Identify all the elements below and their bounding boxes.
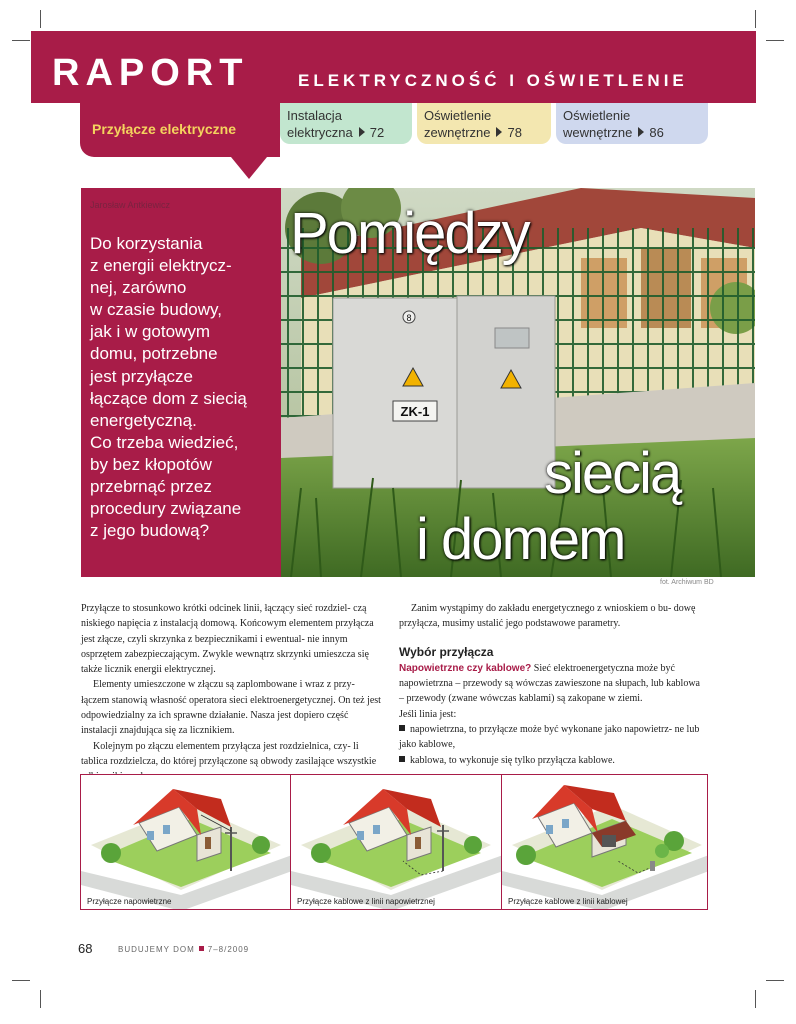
issue-number: 7–8/2009 xyxy=(207,945,250,954)
crop-mark xyxy=(766,980,784,981)
paragraph-text: Sieć elektroenergetyczna może być napowietrzna – przewody są wówczas zawieszone na słupach, lub kablowa – przewody (zwane wówczas kablami) są zakopane w ziemi. xyxy=(399,662,700,705)
triangle-right-icon xyxy=(496,127,502,137)
headline-line-3: i domem xyxy=(416,507,625,572)
lead-line: w czasie budowy, xyxy=(90,300,222,320)
illustration-cable-from-overhead xyxy=(290,774,502,910)
bullet-item xyxy=(399,753,704,768)
headline-line-2: siecią xyxy=(544,441,681,506)
nav-tab-line2: elektryczna xyxy=(287,125,353,140)
crop-mark xyxy=(40,990,41,1008)
lead-line: Co trzeba wiedzieć, xyxy=(90,432,239,452)
bullet-square-icon xyxy=(399,725,405,731)
lead-line: energetyczną. xyxy=(90,410,197,430)
illustration-cable-from-cable xyxy=(501,774,708,910)
crop-mark xyxy=(12,980,30,981)
house-illustration xyxy=(291,775,502,910)
bold-lead-in: Napowietrzne czy kablowe? xyxy=(399,662,532,674)
paragraph: Zanim wystąpimy do zakładu energetycznego z wnioskiem o bu- dowę przyłącza, musimy ustalić jego podstawowe parametry. xyxy=(399,603,696,630)
box-label: ZK-1 xyxy=(400,404,430,419)
illustration-caption: Przyłącze kablowe z linii napowietrznej xyxy=(297,897,435,906)
paragraph: Kolejnym po złączu elementem przyłącza jest rozdzielnica, czy- li tablica rozdzielcza, do której przyłączone są obwody zasilające wszystkie xyxy=(81,740,377,767)
page-number: 68 xyxy=(78,941,93,956)
illustration-overhead xyxy=(80,774,291,910)
nav-tab-oswietlenie-wewnetrzne[interactable] xyxy=(556,103,708,144)
crop-mark xyxy=(40,10,41,28)
illustration-caption: Przyłącze kablowe z linii kablowej xyxy=(508,897,628,906)
section-title: Przyłącze elektryczne xyxy=(92,121,236,137)
bullet-square-icon xyxy=(399,756,405,762)
paragraph: Przyłącze to stosunkowo krótki odcinek linii, łączący sieć rozdziel- czą niskiego napięcia z instalacją domową. Końcowym elementem przyłącza jest złącze, czyli skrzynka z bezpiecznikami i ewentual- nie innym osprzętem zabezpieczającym. Zwykle wewnątrz skrzynki umieszcza się także licznik energii elektrycznej. xyxy=(81,603,374,676)
house-illustration xyxy=(81,775,291,910)
paragraph xyxy=(399,661,704,707)
crop-mark xyxy=(755,10,756,28)
lead-line: by bez kłopotów xyxy=(90,454,212,474)
house-illustration xyxy=(502,775,708,910)
section-heading: Wybór przyłącza xyxy=(399,644,494,659)
lead-line: z jego budową? xyxy=(90,521,210,541)
magazine-footer xyxy=(118,945,249,954)
triangle-right-icon xyxy=(638,127,644,137)
nav-tab-line2: zewnętrzne xyxy=(424,125,491,140)
lead-line: łączące dom z siecią xyxy=(90,388,247,408)
lead-text xyxy=(90,233,275,542)
section-tab xyxy=(80,103,280,157)
nav-tab-oswietlenie-zewnetrzne[interactable] xyxy=(417,103,551,144)
lead-line: przebrnąć przez xyxy=(90,477,212,497)
lead-line: jest przyłącze xyxy=(90,366,193,386)
paragraph: Elementy umieszczone w złączu są zaplombowane i wraz z przy- łączem stanowią własność operatora sieci elektroenergetycznej. On też jest odpowiedzialny za ich sprawne działanie. Nasza jest dopiero część instalacji znajdująca się za licznikiem. xyxy=(81,679,381,737)
lead-line: z energii elektrycz- xyxy=(90,256,232,276)
headline-line-1: Pomiędzy xyxy=(290,201,529,266)
nav-tab-line1: Instalacja xyxy=(287,108,342,123)
photo-credit: fot. Archiwum BD xyxy=(660,579,714,586)
nav-tab-line1: Oświetlenie xyxy=(563,108,631,123)
section-tab-arrow xyxy=(231,157,267,179)
triangle-right-icon xyxy=(359,127,365,137)
author: Jarosław Antkiewicz xyxy=(90,200,171,210)
bullet-item xyxy=(399,722,704,753)
lead-line: Do korzystania xyxy=(90,234,203,253)
nav-tab-page: 78 xyxy=(507,125,522,140)
illustration-caption: Przyłącze napowietrzne xyxy=(87,897,172,906)
nav-tab-page: 72 xyxy=(369,125,385,140)
report-subtitle: ELEKTRYCZNOŚĆ I OŚWIETLENIE xyxy=(298,71,688,90)
report-title: RAPORT xyxy=(52,52,249,94)
nav-tab-line1: Oświetlenie xyxy=(424,108,492,123)
nav-tab-page: 86 xyxy=(649,125,664,140)
body-column-1 xyxy=(81,601,383,785)
nav-tab-instalacja[interactable] xyxy=(280,103,412,144)
nav-tab-line2: wewnętrzne xyxy=(563,125,633,140)
crop-mark xyxy=(766,40,784,41)
crop-mark xyxy=(12,40,30,41)
lead-line: jak i w gotowym xyxy=(90,322,210,342)
bullet-text: kablowa, to wykonuje się tylko przyłącza kablowe. xyxy=(410,754,615,766)
crop-mark xyxy=(755,990,756,1008)
square-icon xyxy=(199,946,204,951)
lead-line: nej, zarówno xyxy=(90,278,187,298)
lead-line: domu, potrzebne xyxy=(90,344,218,364)
bullet-text: napowietrzna, to przyłącze może być wykonane jako napowietrz- ne lub jako kablowe, xyxy=(399,724,700,751)
box-number: 8 xyxy=(406,313,412,323)
paragraph: Jeśli linia jest: xyxy=(399,708,457,720)
lead-line: procedury związane xyxy=(90,499,242,519)
body-column-2 xyxy=(399,601,704,768)
magazine-name: BUDUJEMY DOM xyxy=(118,945,195,954)
